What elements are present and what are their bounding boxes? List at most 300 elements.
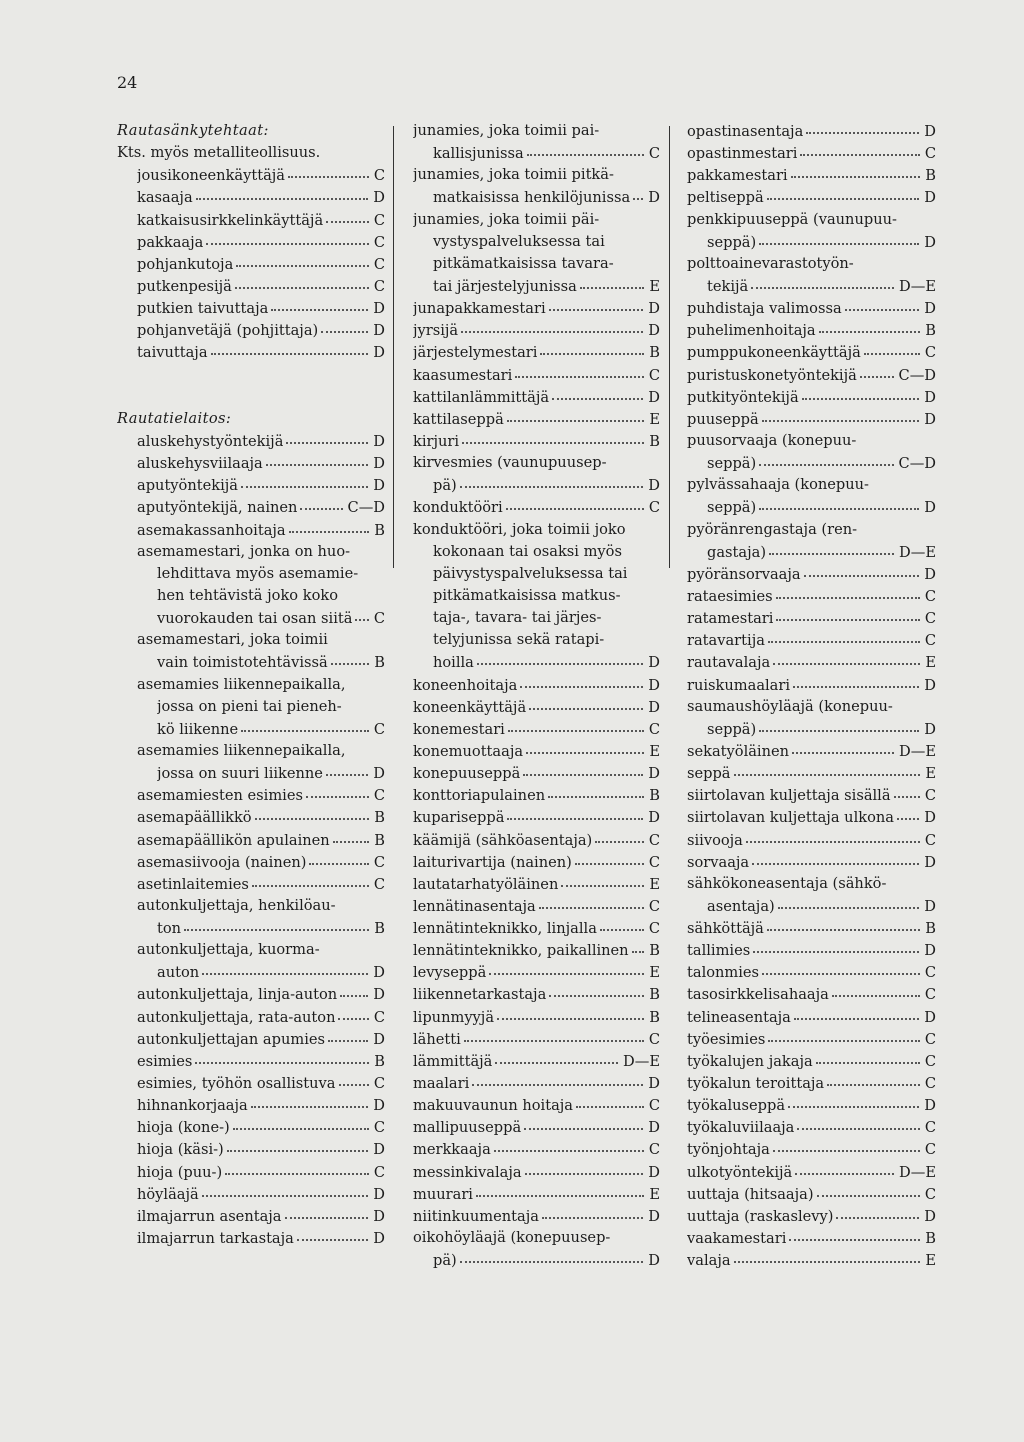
occupation-entry-line: [687, 629, 936, 651]
entry-text: pitkämatkaisissa matkus-: [433, 586, 621, 604]
dot-leader: [768, 1026, 920, 1042]
dot-leader: [793, 672, 919, 688]
entry-text: kö liikenne: [157, 720, 239, 738]
entry-text: muurari: [413, 1185, 473, 1203]
dot-leader: [561, 871, 644, 887]
entry-text: rataesimies: [687, 587, 773, 605]
occupation-entry-line: [413, 364, 660, 386]
wage-class-code: C: [373, 233, 385, 251]
dot-leader: [816, 1048, 920, 1064]
dot-leader: [860, 362, 894, 378]
wage-class-code: C: [924, 986, 936, 1004]
entry-text: jossa on pieni tai pieneh-: [157, 697, 342, 715]
occupation-entry-line: [117, 1116, 385, 1138]
occupation-entry-line: [687, 364, 936, 386]
entry-text: merkkaaja: [413, 1141, 491, 1159]
entry-text: ton: [157, 920, 182, 938]
entry-text: lennätinteknikko, paikallinen: [413, 942, 629, 960]
occupation-entry-line: [413, 806, 660, 828]
dot-leader: [794, 1004, 919, 1020]
entry-text: oikohöyläajä (konepuusep-: [413, 1229, 611, 1247]
entry-text: autonkuljettaja, henkilöau-: [137, 896, 336, 914]
wage-class-code: B: [374, 831, 385, 849]
wage-class-code: D: [373, 432, 385, 450]
occupation-entry-line: [117, 519, 385, 541]
wage-class-code: D: [373, 964, 385, 982]
dot-leader: [266, 450, 369, 466]
dot-leader: [306, 782, 369, 798]
entry-text: työkaluseppä: [687, 1097, 786, 1115]
occupation-entry-line: [413, 629, 660, 651]
entry-text: asemamestari, joka toimii: [137, 631, 328, 649]
occupation-entry-line: [687, 297, 936, 319]
occupation-entry-line: [413, 1116, 660, 1138]
wage-class-code: D: [924, 720, 936, 738]
entry-text: jossa on suuri liikenne: [157, 765, 323, 783]
occupation-entry-line: [413, 718, 660, 740]
entry-text: opastinmestari: [687, 145, 798, 163]
dot-leader: [460, 1247, 644, 1263]
occupation-entry-line: [117, 806, 385, 828]
wage-class-code: D: [373, 322, 385, 340]
wage-class-code: C: [924, 1075, 936, 1093]
dot-leader: [751, 273, 894, 289]
entry-text: vain toimistotehtävissä: [157, 654, 328, 672]
dot-leader: [211, 339, 369, 355]
dot-leader: [507, 804, 643, 820]
dot-leader: [548, 782, 644, 798]
dot-leader: [845, 295, 920, 311]
wage-class-code: C: [373, 277, 385, 295]
occupation-entry-line: [117, 1006, 385, 1028]
wage-class-code: C: [924, 632, 936, 650]
dot-leader: [767, 915, 920, 931]
dot-leader: [285, 1203, 369, 1219]
dot-leader: [195, 1048, 369, 1064]
wage-class-code: D: [648, 698, 660, 716]
entry-text: matkaisissa henkilöjunissa: [433, 189, 631, 207]
occupation-entry-line: [413, 186, 660, 208]
dot-leader: [549, 981, 644, 997]
wage-class-code: E: [649, 964, 660, 982]
entry-text: pohjanvetäjä (pohjittaja): [137, 322, 319, 340]
entry-text: seppä): [707, 499, 757, 517]
dot-leader: [576, 1092, 644, 1108]
dot-leader: [271, 295, 368, 311]
entry-text: työkaluviilaaja: [687, 1119, 795, 1137]
dot-leader: [507, 406, 645, 422]
occupation-entry-line: [413, 541, 660, 563]
dot-leader: [462, 428, 644, 444]
occupation-entry-line: [687, 895, 936, 917]
wage-class-code: C: [924, 831, 936, 849]
occupation-entry-line: [687, 1050, 936, 1072]
occupation-entry-line: [117, 1094, 385, 1116]
wage-class-code: D—E: [899, 277, 936, 295]
occupation-entry-line: [413, 1205, 660, 1227]
occupation-entry-line: [687, 718, 936, 740]
entry-text: uuttaja (hitsaaja): [687, 1185, 814, 1203]
dot-leader: [340, 981, 368, 997]
wage-class-code: D—E: [899, 742, 936, 760]
occupation-entry-line: [117, 253, 385, 275]
entry-text: sähkökoneasentaja (sähkö-: [687, 874, 887, 892]
occupation-entry-line: [413, 829, 660, 851]
wage-class-code: C—D: [898, 455, 936, 473]
occupation-entry-line: [117, 784, 385, 806]
dot-leader: [897, 804, 919, 820]
dot-leader: [233, 1114, 369, 1130]
occupation-entry-line: [687, 231, 936, 253]
dot-leader: [575, 849, 644, 865]
entry-text: vaakamestari: [687, 1230, 787, 1248]
wage-class-code: D: [648, 300, 660, 318]
wage-class-code: C: [373, 167, 385, 185]
occupation-entry-line: [117, 718, 385, 740]
occupation-entry-line: [687, 939, 936, 961]
wage-class-code: C: [373, 720, 385, 738]
entry-text: kupariseppä: [413, 809, 505, 827]
entry-text: junamies, joka toimii päi-: [413, 210, 600, 228]
dot-leader: [797, 1114, 919, 1130]
entry-text: laiturivartija (nainen): [413, 853, 572, 871]
dot-leader: [776, 583, 920, 599]
occupation-entry-line: [413, 452, 660, 474]
wage-class-code: C: [924, 1141, 936, 1159]
dot-leader: [225, 1159, 369, 1175]
dot-leader: [206, 229, 368, 245]
entry-text: sähköttäjä: [687, 920, 764, 938]
entry-text: siirtolavan kuljettaja ulkona: [687, 809, 894, 827]
dot-leader: [802, 384, 920, 400]
column-divider-right: [669, 126, 670, 568]
entry-text: rautavalaja: [687, 654, 771, 672]
wage-class-code: D: [648, 189, 660, 207]
dot-leader: [489, 959, 644, 975]
occupation-entry-line: [117, 275, 385, 297]
occupation-entry-line: [687, 1116, 936, 1138]
occupation-entry-line: [117, 1072, 385, 1094]
wage-class-code: D: [648, 477, 660, 495]
occupation-entry-line: [687, 917, 936, 939]
entry-text: ulkotyöntekijä: [687, 1163, 793, 1181]
wage-class-code: C: [648, 145, 660, 163]
dot-leader: [236, 251, 369, 267]
entry-text: esimies: [137, 1052, 193, 1070]
occupation-entry-line: [687, 1028, 936, 1050]
dot-leader: [894, 782, 920, 798]
dot-leader: [520, 672, 643, 688]
wage-class-code: D: [373, 765, 385, 783]
occupation-entry-line: [687, 474, 936, 496]
dot-leader: [632, 937, 645, 953]
entry-text: asemamiesten esimies: [137, 787, 303, 805]
dot-leader: [600, 915, 644, 931]
entry-text: konemestari: [413, 720, 505, 738]
entry-text: puusorvaaja (konepuu-: [687, 431, 857, 449]
dot-leader: [196, 184, 369, 200]
entry-text: aluskehysviilaaja: [137, 455, 263, 473]
wage-class-code: D: [648, 1252, 660, 1270]
wage-class-code: C: [648, 1030, 660, 1048]
entry-text: tekijä: [707, 277, 749, 295]
dot-leader: [836, 1203, 919, 1219]
occupation-entry-line: [413, 607, 660, 629]
wage-class-code: E: [649, 410, 660, 428]
occupation-entry-line: [687, 164, 936, 186]
occupation-entry-line: [117, 762, 385, 784]
entry-text: kattilanlämmittäjä: [413, 388, 550, 406]
occupation-entry-line: [687, 275, 936, 297]
dot-leader: [773, 649, 920, 665]
occupation-entry-line: [687, 1205, 936, 1227]
wage-class-code: C: [924, 1052, 936, 1070]
occupation-entry-line: [687, 1006, 936, 1028]
wage-class-code: D: [373, 1207, 385, 1225]
dot-leader: [769, 539, 894, 555]
entry-text: järjestelymestari: [413, 344, 538, 362]
occupation-entry-line: [687, 430, 936, 452]
entry-text: lämmittäjä: [413, 1052, 493, 1070]
entry-text: messinkivalaja: [413, 1163, 522, 1181]
occupation-entry-line: [117, 851, 385, 873]
occupation-entry-line: [117, 607, 385, 629]
occupation-entry-line: [687, 563, 936, 585]
wage-class-code: D—E: [623, 1052, 660, 1070]
entry-text: telineasentaja: [687, 1008, 791, 1026]
wage-class-code: D: [648, 1207, 660, 1225]
entry-text: konemuottaaja: [413, 742, 524, 760]
wage-class-code: C: [924, 145, 936, 163]
entry-text: pyöränsorvaaja: [687, 565, 801, 583]
occupation-entry-line: [117, 961, 385, 983]
entry-text: lennätinteknikko, linjalla: [413, 920, 597, 938]
entry-text: pakkamestari: [687, 167, 788, 185]
occupation-entry-line: [687, 1094, 936, 1116]
dot-leader: [523, 760, 643, 776]
entry-text: konttoriapulainen: [413, 787, 546, 805]
dot-leader: [251, 1092, 369, 1108]
entry-text: kirvesmies (vaunupuusep-: [413, 454, 607, 472]
wage-class-code: D: [924, 233, 936, 251]
entry-text: hioja (kone-): [137, 1119, 230, 1137]
occupation-entry-line: [117, 895, 385, 917]
occupation-entry-line: [687, 983, 936, 1005]
wage-class-code: C: [648, 720, 660, 738]
occupation-entry-line: [117, 430, 385, 452]
occupation-entry-line: [687, 784, 936, 806]
wage-class-code: D: [924, 565, 936, 583]
entry-text: lähetti: [413, 1030, 461, 1048]
dot-leader: [309, 849, 368, 865]
entry-text: putkityöntekijä: [687, 388, 799, 406]
occupation-entry-line: [413, 961, 660, 983]
dot-leader: [326, 207, 369, 223]
dot-leader: [595, 827, 644, 843]
dot-leader: [734, 760, 921, 776]
dot-leader: [804, 561, 920, 577]
wage-class-code: B: [374, 809, 385, 827]
occupation-entry-line: [687, 696, 936, 718]
occupation-entry-line: [413, 851, 660, 873]
entry-text: junamies, joka toimii pai-: [413, 122, 600, 139]
occupation-entry-line: [687, 651, 936, 673]
wage-class-code: D—E: [899, 1163, 936, 1181]
dot-leader: [633, 184, 643, 200]
occupation-entry-line: [687, 961, 936, 983]
dot-leader: [526, 738, 644, 754]
occupation-entry-line: [117, 829, 385, 851]
wage-class-code: C: [648, 499, 660, 517]
occupation-entry-line: [117, 1161, 385, 1183]
wage-class-code: D: [924, 1207, 936, 1225]
wage-class-code: C: [373, 1119, 385, 1137]
wage-class-code: E: [649, 277, 660, 295]
page-number: 24: [117, 73, 138, 92]
occupation-entry-line: [413, 430, 660, 452]
dot-leader: [540, 339, 644, 355]
wage-class-code: E: [649, 742, 660, 760]
wage-class-code: B: [374, 920, 385, 938]
dot-leader: [788, 1092, 919, 1108]
entry-text: tai järjestelyjunissa: [433, 277, 577, 295]
entry-text: polttoainevarastotyön-: [687, 254, 854, 272]
occupation-entry-line: [413, 939, 660, 961]
entry-text: aputyöntekijä, nainen: [137, 499, 298, 517]
section-heading-text: Rautatielaitos:: [117, 409, 232, 427]
entry-text: jousikoneenkäyttäjä: [137, 167, 286, 185]
occupation-entry-line: [413, 1249, 660, 1271]
entry-text: seppä): [707, 233, 757, 251]
wage-class-code: D: [924, 942, 936, 960]
dot-leader: [508, 716, 644, 732]
entry-text: telyjunissa sekä ratapi-: [433, 631, 605, 649]
entry-text: kirjuri: [413, 432, 460, 450]
entry-text: pakkaaja: [137, 233, 204, 251]
entry-text: ruiskumaalari: [687, 676, 791, 694]
occupation-entry-line: [413, 1050, 660, 1072]
occupation-entry-line: [687, 341, 936, 363]
entry-text: pohjankutoja: [137, 255, 234, 273]
wage-class-code: C—D: [347, 499, 385, 517]
occupation-entry-line: [413, 873, 660, 895]
wage-class-code: D: [924, 300, 936, 318]
occupation-entry-line: [117, 341, 385, 363]
entry-text: junapakkamestari: [413, 300, 546, 318]
occupation-entry-line: [413, 895, 660, 917]
entry-text: kaasumestari: [413, 366, 513, 384]
entry-text: ilmajarrun tarkastaja: [137, 1230, 294, 1248]
wage-class-code: D: [373, 300, 385, 318]
entry-text: aluskehystyöntekijä: [137, 432, 284, 450]
entry-text: puhdistaja valimossa: [687, 300, 842, 318]
wage-class-code: C: [924, 787, 936, 805]
wage-class-code: C: [373, 610, 385, 628]
occupation-entry-line: [117, 983, 385, 1005]
dot-leader: [806, 118, 919, 134]
dot-leader: [529, 694, 643, 710]
occupation-entry-line: [413, 651, 660, 673]
entry-text: jyrsijä: [413, 322, 459, 340]
wage-class-code: D: [373, 189, 385, 207]
entry-text: gastaja): [707, 543, 767, 561]
dot-leader: [752, 849, 919, 865]
entry-text: levyseppä: [413, 964, 487, 982]
entry-text: hihnankorjaaja: [137, 1097, 248, 1115]
entry-text: koneenkäyttäjä: [413, 698, 527, 716]
wage-class-code: B: [925, 1230, 936, 1248]
wage-class-code: D: [373, 1141, 385, 1159]
dot-leader: [539, 893, 644, 909]
wage-class-code: D: [924, 388, 936, 406]
wage-class-code: D—E: [899, 543, 936, 561]
wage-class-code: C: [373, 853, 385, 871]
wage-class-code: D: [648, 676, 660, 694]
entry-text: hen tehtävistä joko koko: [157, 586, 338, 604]
entry-text: pumppukoneenkäyttäjä: [687, 344, 861, 362]
occupation-entry-line: [117, 1028, 385, 1050]
wage-class-code: D: [373, 986, 385, 1004]
entry-text: pyöränrengastaja (ren-: [687, 520, 858, 538]
wage-class-code: C: [373, 211, 385, 229]
dot-leader: [753, 937, 919, 953]
occupation-entry-line: [687, 1227, 936, 1249]
entry-text: koneenhoitaja: [413, 676, 518, 694]
wage-class-code: C: [924, 1030, 936, 1048]
entry-text: autonkuljettaja, kuorma-: [137, 941, 320, 959]
dot-leader: [773, 1136, 920, 1152]
wage-class-code: B: [649, 942, 660, 960]
wage-class-code: D: [373, 1230, 385, 1248]
entry-text: lautatarhatyöläinen: [413, 875, 559, 893]
dot-leader: [338, 1004, 368, 1020]
entry-text: kokonaan tai osaksi myös: [433, 542, 622, 560]
dot-leader: [321, 317, 368, 333]
occupation-entry-line: [687, 1161, 936, 1183]
occupation-entry-line: [413, 164, 660, 186]
entry-text: sekatyöläinen: [687, 742, 790, 760]
column-divider-left: [393, 126, 394, 568]
occupation-entry-line: [413, 1006, 660, 1028]
occupation-entry-line: [687, 408, 936, 430]
entry-text: putkien taivuttaja: [137, 300, 269, 318]
wage-class-code: C: [648, 366, 660, 384]
dot-leader: [525, 1159, 644, 1175]
entry-text: uuttaja (raskaslevy): [687, 1207, 834, 1225]
entry-text: puhelimenhoitaja: [687, 322, 816, 340]
occupation-entry-line: [117, 1050, 385, 1072]
wage-class-code: C: [648, 831, 660, 849]
occupation-entry-line: [687, 452, 936, 474]
occupation-entry-line: [117, 917, 385, 939]
occupation-entry-line: [687, 1138, 936, 1160]
entry-text: Kts. myös metalliteollisuus.: [117, 144, 321, 162]
column-right: [687, 120, 936, 1271]
entry-text: pitkämatkaisissa tavara-: [433, 254, 614, 272]
wage-class-code: E: [925, 654, 936, 672]
wage-class-code: B: [374, 521, 385, 539]
occupation-entry-line: [687, 142, 936, 164]
occupation-entry-line: [413, 1161, 660, 1183]
entry-text: seppä): [707, 720, 757, 738]
dot-leader: [734, 1247, 921, 1263]
occupation-entry-line: [413, 142, 660, 164]
dot-leader: [476, 1181, 644, 1197]
entry-text: saumaushöyläajä (konepuu-: [687, 697, 893, 715]
entry-text: makuuvaunun hoitaja: [413, 1097, 574, 1115]
dot-leader: [759, 229, 919, 245]
dot-leader: [792, 738, 894, 754]
